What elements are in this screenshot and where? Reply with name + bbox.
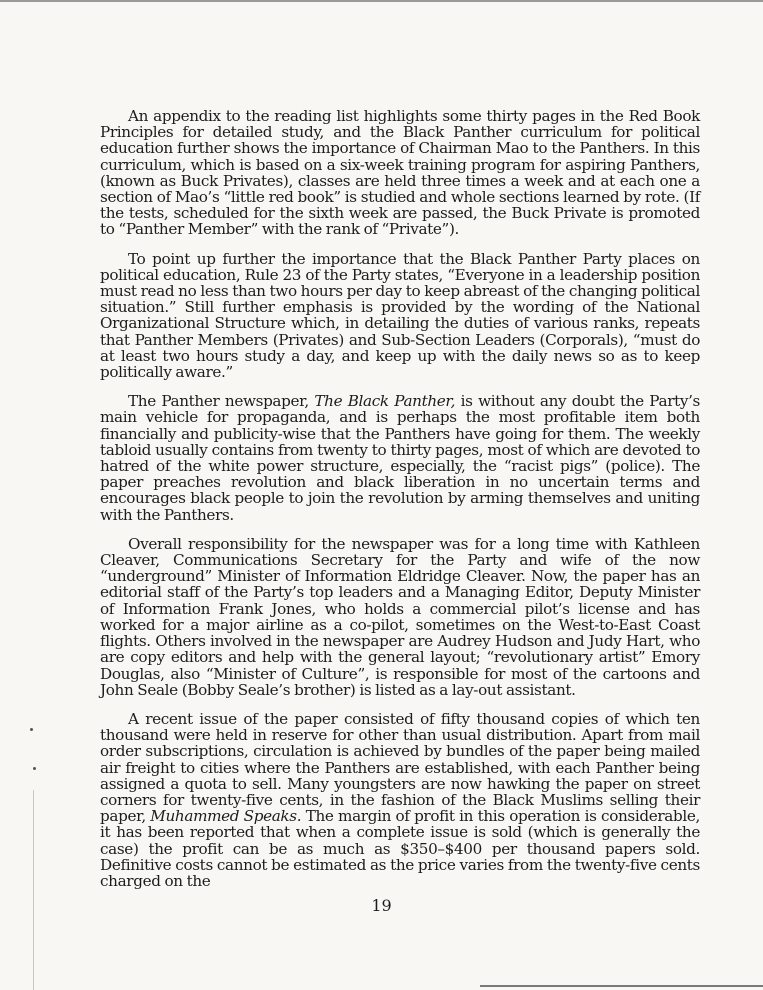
paragraph-5-text-after: The margin of profit in this operation is considerable, it has been reported that when a complete issue is sold (which is generally the case) the profit can be as much as $350–$400 per thousand papers sold. Definitive costs cannot be estimated as the price varies from the twenty-five cents charged on the [100,807,700,890]
paragraph-3-text-after: is without any doubt the Party’s main vehicle for propaganda, and is perhaps the most profitable item both financially and publicity-wise that the Panthers have going for them. The weekly tabloid usually contains from twenty to thirty pages, most of which are devoted to hatred of the white power structure, especially, the “racist pigs” (police). The paper preaches revolution and black liberation in no uncertain terms and encourages black people to join the revolution by arming themselves and uniting with the Panthers. [100,392,701,524]
page-number: 19 [371,896,392,915]
muslim-paper-title: Muhammed Speaks. [150,807,302,826]
bottom-scan-edge [480,985,763,987]
body-text [100,108,700,902]
margin-speck [33,767,36,770]
newspaper-title: The Black Panther, [314,392,456,411]
paragraph-4: Overall responsibility for the newspaper was for a long time with Kathleen Cleaver, Communications Secretary for the Party and wife of the now “underground” Minister of Information Eldridge Cleaver. Now, the paper has an editorial staff of the Party’s top leaders and a Managing Editor, Deputy Minister of Information Frank Jones, who holds a commercial pilot’s license and has worked for a major airline as a co-pilot, sometimes on the West-to-East Coast flights. Others involved in the newspaper are Audrey Hudson and Judy Hart, who are copy editors and help with the general layout; “revolutionary artist” Emory Douglas, also “Minister of Culture”, is responsible for most of the cartoons and John Seale (Bobby Seale’s brother) is listed as a lay-out assistant. [100,534,700,699]
paragraph-3 [100,393,700,523]
left-margin-mark [33,790,34,990]
paragraph-1: An appendix to the reading list highlights some thirty pages in the Red Book Principles for detailed study, and the Black Panther curriculum for political education further shows the importance of Chairman Mao to the Panthers. In this curriculum, which is based on a six-week training program for aspiring Panthers, (known as Buck Privates), classes are held three times a week and at each one a section of Mao’s “little red book” is studied and whole sections learned by rote. (If the tests, scheduled for the sixth week are passed, the Buck Private is promoted to “Panther Member” with the rank of “Private”). [100,107,700,239]
paragraph-2: To point up further the importance that the Black Panther Party places on political education, Rule 23 of the Party states, “Everyone in a leadership position must read no less than two hours per day to keep abreast of the changing political situation.” Still further emphasis is provided by the wording of the National Organizational Structure which, in detailing the duties of various ranks, repeats that Panther Members (Privates) and Sub-Section Leaders (Corporals), “must do at least two hours study a day, and keep up with the daily news so as to keep politically aware.” [100,249,700,382]
paragraph-5 [100,711,700,889]
paragraph-5-text-before: A recent issue of the paper consisted of fifty thousand copies of which ten thousand were held in reserve for other than usual distribution. Apart from mail order subscriptions, circulation is achieved by bundles of the paper being mailed air freight to cities where the Panthers are established, with each Panther being assigned a quota to sell. Many youngsters are now hawking the paper on street corners for twenty-five cents, in the fashion of the Black Muslims selling their paper, [100,709,700,826]
margin-speck [30,728,33,731]
top-scan-edge [0,0,763,2]
paragraph-3-text-before: The Panther newspaper, [128,392,315,411]
